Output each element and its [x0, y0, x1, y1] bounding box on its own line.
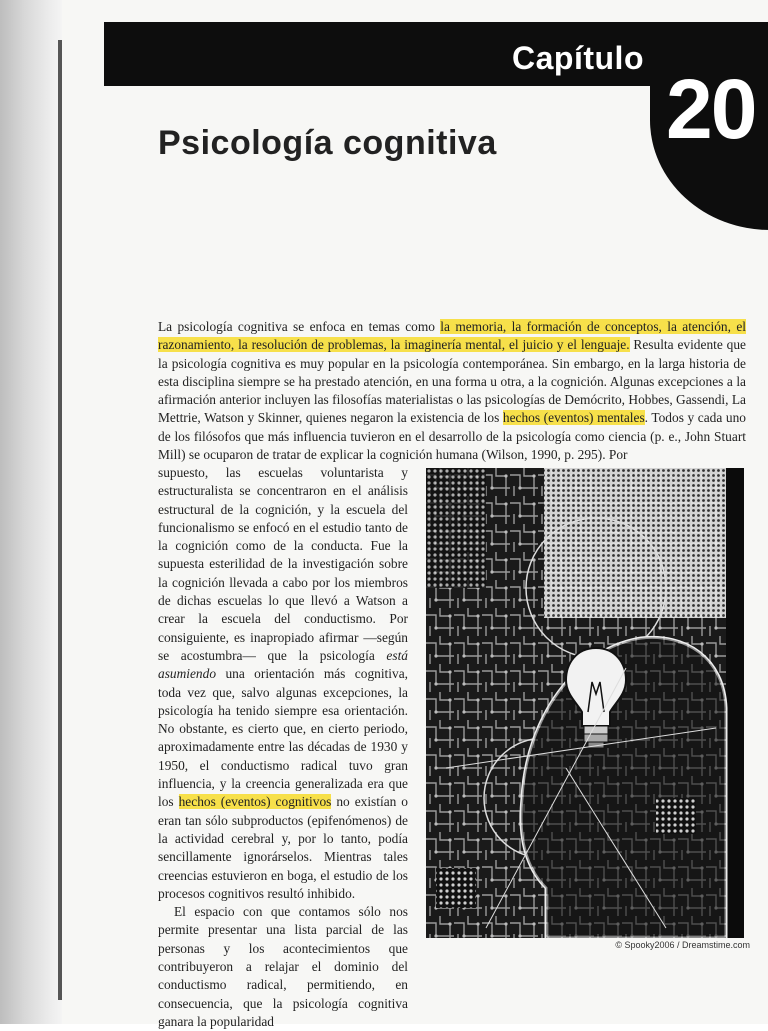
image-credit: © Spooky2006 / Dreamstime.com — [615, 940, 750, 950]
column-text-a: supuesto, las escuelas voluntarista y estructuralista se concentraron en el análisis estructural de la cognición, y la escuela del funcionalismo se enfocó en el estudio tanto de la cognición como de la conducta. Fue la supuesta esterilidad de la investigación sobre la cognición llevada a cabo por los miembros de dichas escuelas lo que llevó a Watson a crear la escuela del conductismo. Por consiguiente, es inapropiado afirmar —según se acostumbra— que la psicología — [158, 465, 408, 663]
highlighted-mental-events: hechos (eventos) mentales — [502, 410, 645, 426]
intro-text-1: La psicología cognitiva se enfoca en temas como — [158, 319, 441, 334]
column-paragraph-1 — [158, 464, 408, 903]
chapter-title: Psicología cognitiva — [158, 124, 497, 162]
chapter-label: Capítulo — [512, 40, 644, 76]
scan-shadow — [0, 0, 62, 1024]
intro-text-3: . Todos y cada uno de los filósofos que más influencia tuvieron en el desarrollo de la psicología como ciencia (p. e., John Stuart Mill) se ocuparon de tratar de explicar la cognición humana (Wilson, 1990, p. 295). Por — [158, 410, 746, 463]
emphasis-asumiendo: está asumiendo — [158, 647, 408, 682]
column-paragraph-2: El espacio con que contamos sólo nos permite presentar una lista parcial de las personas y los acontecimientos que contribuyeron a relajar el dominio del conductismo radical, permitiendo, en consecuencia, que la psicología cognitiva ganara la popularidad — [158, 904, 408, 1029]
book-page — [62, 0, 768, 1029]
column-text-b: una orientación más cognitiva, toda vez que, salvo algunas excepciones, la psicología ha tenido siempre esa orientación. No obstante, es cierto que, en cierto periodo, aproximadamente entre las décadas de 1930 y 1950, el conductismo radical tuvo gran influencia, y la creencia generalizada era que los — [158, 666, 408, 810]
column-text-c: no existían o eran tan sólo subproductos (epifenómenos) de la actividad cerebral y, por lo tanto, podía sencillamente ignorárselos. Mientras tales creencias estuvieron en boga, el estudio de los procesos cognitivos resultó inhibido. — [158, 794, 409, 901]
chapter-number: 20 — [666, 62, 756, 156]
left-column-text — [158, 464, 408, 1031]
head-lightbulb-illustration — [426, 468, 744, 938]
highlighted-cognitive-events: hechos (eventos) cognitivos — [178, 794, 332, 810]
highlighted-topics: la memoria, la formación de conceptos, la atención, el razonamiento, la resolución de problemas, la imaginería mental, el juicio y el lenguaje. — [158, 319, 746, 353]
intro-text-2: Resulta evidente que la psicología cognitiva es muy popular en la psicología contemporánea. Sin embargo, en la larga historia de esta disciplina siempre se ha prestado atención, en una forma u otra, a la cognición. Algunas excepciones a la afirmación anterior incluyen las filosofías materialistas o las psicologías de Demócrito, Hobbes, Gassendi, La Mettrie, Watson y Skinner, quienes negaron la existencia de los — [158, 337, 746, 426]
intro-paragraph — [158, 318, 746, 464]
